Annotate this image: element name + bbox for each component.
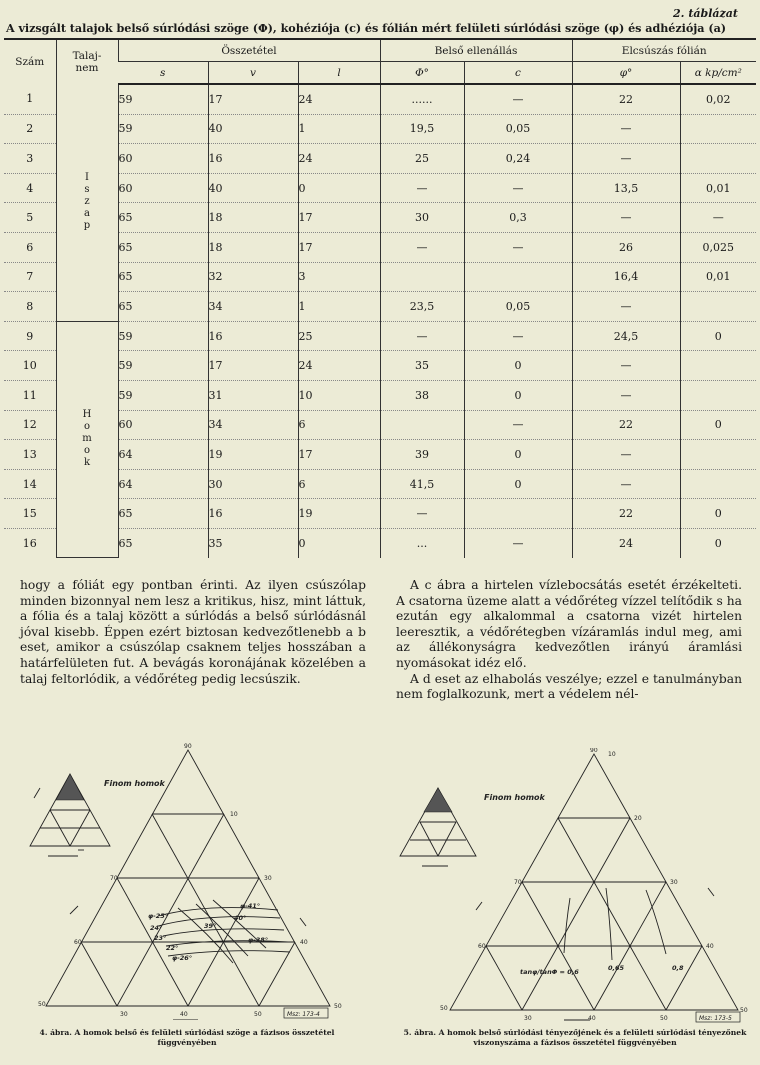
table-cell: 23,5 <box>380 292 464 322</box>
table-cell: 18 <box>208 203 298 233</box>
table-cell: 17 <box>208 351 298 381</box>
table-cell: 15 <box>4 499 56 529</box>
table-cell: 10 <box>4 351 56 381</box>
table-cell: 59 <box>118 84 208 114</box>
text-column-left <box>20 578 366 687</box>
table-cell: 65 <box>118 203 208 233</box>
table-cell: 0 <box>680 410 756 440</box>
table-cell: 35 <box>380 351 464 381</box>
table-cell: 16,4 <box>572 262 680 292</box>
table-cell: 16 <box>22 536 37 550</box>
svg-text:40: 40 <box>706 943 714 950</box>
table-cell: 65 <box>118 499 208 529</box>
table-cell: 13,5 <box>572 173 680 203</box>
table-cell: 0 <box>680 499 756 529</box>
table-cell: 16 <box>208 144 298 174</box>
table-cell: 59 <box>118 380 208 410</box>
table-cell: 2 <box>4 114 56 144</box>
table-cell: 59 <box>118 114 208 144</box>
table-cell: 38 <box>380 380 464 410</box>
figure-4-stamp: Msz: 173-4 <box>287 1011 320 1018</box>
header-c: c <box>464 62 572 85</box>
table-cell: 18 <box>208 232 298 262</box>
table-cell: 65 <box>118 262 208 292</box>
header-l: l <box>298 62 380 85</box>
table-cell <box>680 292 756 322</box>
table-cell: 22 <box>572 410 680 440</box>
table-cell: — <box>572 440 680 470</box>
table-cell: 12 <box>4 410 56 440</box>
table-cell: ... <box>380 528 464 557</box>
table-cell: 13 <box>4 440 56 470</box>
table-cell: 9 <box>4 321 56 351</box>
table-cell: — <box>572 114 680 144</box>
table-cell: 24,5 <box>572 321 680 351</box>
table-cell: 30 <box>208 469 298 499</box>
svg-text:70: 70 <box>110 875 118 882</box>
svg-text:10: 10 <box>230 811 238 818</box>
header-elesuszas: Elcsúszás fólián <box>572 39 756 62</box>
paragraph: A c ábra a hirtelen vízlebocsátás esetét érzékelteti. A csatorna üzeme alatt a védőréteg vízzel telítődik s ha ezután egy alkalommal a csatorna vizét hirtelen leeresztik, a védőrétegben vízáramlás indul meg, ami az állékonyságra kedvezőtlen irányú áramlási nyomásokat idéz elő. <box>396 578 742 670</box>
table-row <box>4 84 756 114</box>
curve-label: φ-38° <box>248 936 269 944</box>
figure-5-ternary-diagram <box>394 748 756 1026</box>
svg-text:50: 50 <box>38 1001 46 1008</box>
table-cell: 60 <box>118 410 208 440</box>
table-cell: 65 <box>118 528 208 557</box>
table-cell: 0,3 <box>464 203 572 233</box>
table-cell: 16 <box>208 499 298 529</box>
table-cell: 5 <box>4 203 56 233</box>
group-homok <box>56 321 118 557</box>
table-cell <box>680 469 756 499</box>
table-cell: — <box>380 499 464 529</box>
table-cell: 6 <box>298 469 380 499</box>
svg-text:60: 60 <box>74 939 82 946</box>
table-cell: 17 <box>298 203 380 233</box>
curve-label: tanφ/tanΦ = 0,6 <box>520 968 579 976</box>
table-cell <box>380 410 464 440</box>
figure-5-stamp: Msz: 173-5 <box>699 1015 732 1022</box>
table-title: A vizsgált talajok belső súrlódási szöge (Φ), kohéziója (c) és fólián mért felületi súrlódási szöge (φ) és adhéziója (a) <box>6 21 727 35</box>
table-cell: 40 <box>208 114 298 144</box>
table-cell <box>464 262 572 292</box>
svg-text:90: 90 <box>590 748 598 754</box>
header-osszetetel: Összetétel <box>118 39 380 62</box>
table-cell <box>380 262 464 292</box>
table-cell: 0 <box>680 321 756 351</box>
curve-label: 24° <box>150 924 163 932</box>
svg-text:90: 90 <box>184 743 192 750</box>
table-cell: 59 <box>118 351 208 381</box>
table-cell: 19 <box>208 440 298 470</box>
svg-text:30: 30 <box>670 879 678 886</box>
table-cell: — <box>572 351 680 381</box>
table-cell <box>680 144 756 174</box>
header-belso: Belső ellenállás <box>380 39 572 62</box>
table-cell: 1 <box>298 292 380 322</box>
table-cell: — <box>572 292 680 322</box>
figure-4-ternary-diagram <box>8 738 364 1020</box>
header-phi-cap: Φ° <box>380 62 464 85</box>
svg-text:30: 30 <box>120 1011 128 1018</box>
table-cell: 7 <box>4 262 56 292</box>
table-cell: 39 <box>380 440 464 470</box>
figure-5-caption: 5. ábra. A homok belső súrlódási tényezőjének és a felületi súrlódási tényezőnek viszonyszáma a fázisos összetétel függvényében <box>403 1028 747 1047</box>
table-cell: 60 <box>118 144 208 174</box>
text-column-right <box>396 578 742 703</box>
table-cell: — <box>572 203 680 233</box>
table-cell <box>680 114 756 144</box>
header-s: s <box>118 62 208 85</box>
table-cell: — <box>572 144 680 174</box>
table-cell: 8 <box>4 292 56 322</box>
table-cell: 11 <box>4 380 56 410</box>
table-cell: 17 <box>298 232 380 262</box>
table-cell: 64 <box>118 440 208 470</box>
table-cell: 6 <box>298 410 380 440</box>
group-label: H o m o k <box>82 409 92 469</box>
svg-text:20: 20 <box>634 815 642 822</box>
svg-text:30: 30 <box>264 875 272 882</box>
table-cell: 0,01 <box>680 262 756 292</box>
table-cell: 14 <box>4 469 56 499</box>
table-cell <box>680 380 756 410</box>
group-iszap <box>56 84 118 321</box>
table-cell: 17 <box>298 440 380 470</box>
curve-label: φ-26° <box>172 954 193 962</box>
curve-label: 0,65 <box>608 964 625 972</box>
table-cell: 24 <box>298 144 380 174</box>
svg-text:60: 60 <box>478 943 486 950</box>
svg-text:30: 30 <box>524 1015 532 1022</box>
table-cell: — <box>680 203 756 233</box>
table-cell: 24 <box>298 351 380 381</box>
table-cell: 65 <box>118 292 208 322</box>
svg-text:40: 40 <box>180 1011 188 1018</box>
table-cell: 64 <box>118 469 208 499</box>
svg-text:70: 70 <box>514 879 522 886</box>
table-cell: — <box>464 321 572 351</box>
table-cell: 22 <box>572 84 680 114</box>
header-v: v <box>208 62 298 85</box>
table-cell: 41,5 <box>380 469 464 499</box>
table-cell: — <box>464 528 572 557</box>
table-cell: 0 <box>464 440 572 470</box>
figure-5-label: Finom homok <box>484 793 545 802</box>
svg-text:50: 50 <box>740 1007 748 1014</box>
table-cell: 3 <box>4 144 56 174</box>
curve-label: 0,8 <box>672 964 684 972</box>
table-cell <box>680 440 756 470</box>
soil-table <box>4 38 756 558</box>
table-cell: 0,05 <box>464 292 572 322</box>
curve-label: 39° <box>204 922 217 930</box>
table-cell: 65 <box>118 232 208 262</box>
paragraph: A d eset az elhabolás veszélye; ezzel e tanulmányban nem foglalkozunk, mert a védelem nél- <box>396 671 742 702</box>
table-cell: 59 <box>118 321 208 351</box>
table-cell: 34 <box>208 292 298 322</box>
table-cell: 0,02 <box>680 84 756 114</box>
table-cell: — <box>464 84 572 114</box>
table-cell: 35 <box>208 528 298 557</box>
table-cell: 24 <box>572 528 680 557</box>
table-cell: — <box>572 380 680 410</box>
curve-label: 22° <box>166 944 179 952</box>
table-cell: 1 <box>4 84 56 114</box>
header-phi: φ° <box>572 62 680 85</box>
table-cell: 0 <box>298 528 380 557</box>
figure-4-label: Finom homok <box>104 779 165 788</box>
table-cell: 3 <box>298 262 380 292</box>
table-row <box>4 321 756 351</box>
table-cell <box>680 351 756 381</box>
table-cell: 19 <box>298 499 380 529</box>
table-cell <box>464 499 572 529</box>
table-cell: 24 <box>298 84 380 114</box>
table-cell: — <box>464 173 572 203</box>
header-szam: Szám <box>4 39 56 84</box>
svg-text:50: 50 <box>334 1003 342 1010</box>
table-cell: 1 <box>298 114 380 144</box>
table-cell: 0 <box>298 173 380 203</box>
table-cell: 0 <box>464 351 572 381</box>
table-cell: 0 <box>464 380 572 410</box>
table-cell: 0,025 <box>680 232 756 262</box>
group-label: I s z a p <box>83 172 91 232</box>
table-cell: 0,05 <box>464 114 572 144</box>
table-cell: 0 <box>680 528 756 557</box>
table-cell: 6 <box>4 232 56 262</box>
table-cell: — <box>380 321 464 351</box>
paragraph: hogy a fóliát egy pontban érinti. Az ilyen csúszólap minden bizonnyal nem lesz a kritikus, hisz, mint láttuk, a fólia és a talaj között a súrlódás a belső súrlódásnál jóval kisebb. Éppen ezért biztosan kedvezőtlenebb a b eset, amikor a csúszólap csaknem teljes hosszában a határfelületen fut. A bevágás koronájának közelében a talaj feltorlódik, a védőréteg pedig lecsúszik. <box>20 578 366 686</box>
table-cell: 0,24 <box>464 144 572 174</box>
table-number: 2. táblázat <box>673 7 738 20</box>
table-cell: 26 <box>572 232 680 262</box>
table-cell: — <box>572 469 680 499</box>
table-cell: 0,01 <box>680 173 756 203</box>
table-cell: 40 <box>208 173 298 203</box>
table-cell: 60 <box>118 173 208 203</box>
table-cell: 25 <box>380 144 464 174</box>
table-cell: — <box>380 173 464 203</box>
svg-text:10: 10 <box>608 751 616 758</box>
svg-text:50: 50 <box>660 1015 668 1022</box>
header-alpha: α kp/cm² <box>680 62 756 85</box>
table-cell: 4 <box>4 173 56 203</box>
svg-text:50: 50 <box>254 1011 262 1018</box>
table-cell: 19,5 <box>380 114 464 144</box>
table-cell: — <box>464 232 572 262</box>
svg-text:40: 40 <box>588 1015 596 1022</box>
curve-label: φ-41° <box>240 902 261 910</box>
table-cell: 30 <box>380 203 464 233</box>
curve-label: 40° <box>234 914 247 922</box>
curve-label: φ-25° <box>148 912 169 920</box>
table-cell: 10 <box>298 380 380 410</box>
table-cell: 34 <box>208 410 298 440</box>
table-cell: 16 <box>208 321 298 351</box>
svg-text:50: 50 <box>440 1005 448 1012</box>
table-cell: ...... <box>380 84 464 114</box>
header-talajnem: Talaj- nem <box>56 39 118 84</box>
svg-text:40: 40 <box>300 939 308 946</box>
table-cell: 25 <box>298 321 380 351</box>
curve-label: 23° <box>154 934 167 942</box>
table-cell: 32 <box>208 262 298 292</box>
figure-4-caption: 4. ábra. A homok belső és felületi súrlódási szöge a fázisos összetétel függvényében <box>39 1028 335 1047</box>
table-cell: — <box>380 232 464 262</box>
table-cell: 17 <box>208 84 298 114</box>
table-cell: 22 <box>572 499 680 529</box>
table-cell: — <box>464 410 572 440</box>
table-cell: 0 <box>464 469 572 499</box>
table-cell: 31 <box>208 380 298 410</box>
